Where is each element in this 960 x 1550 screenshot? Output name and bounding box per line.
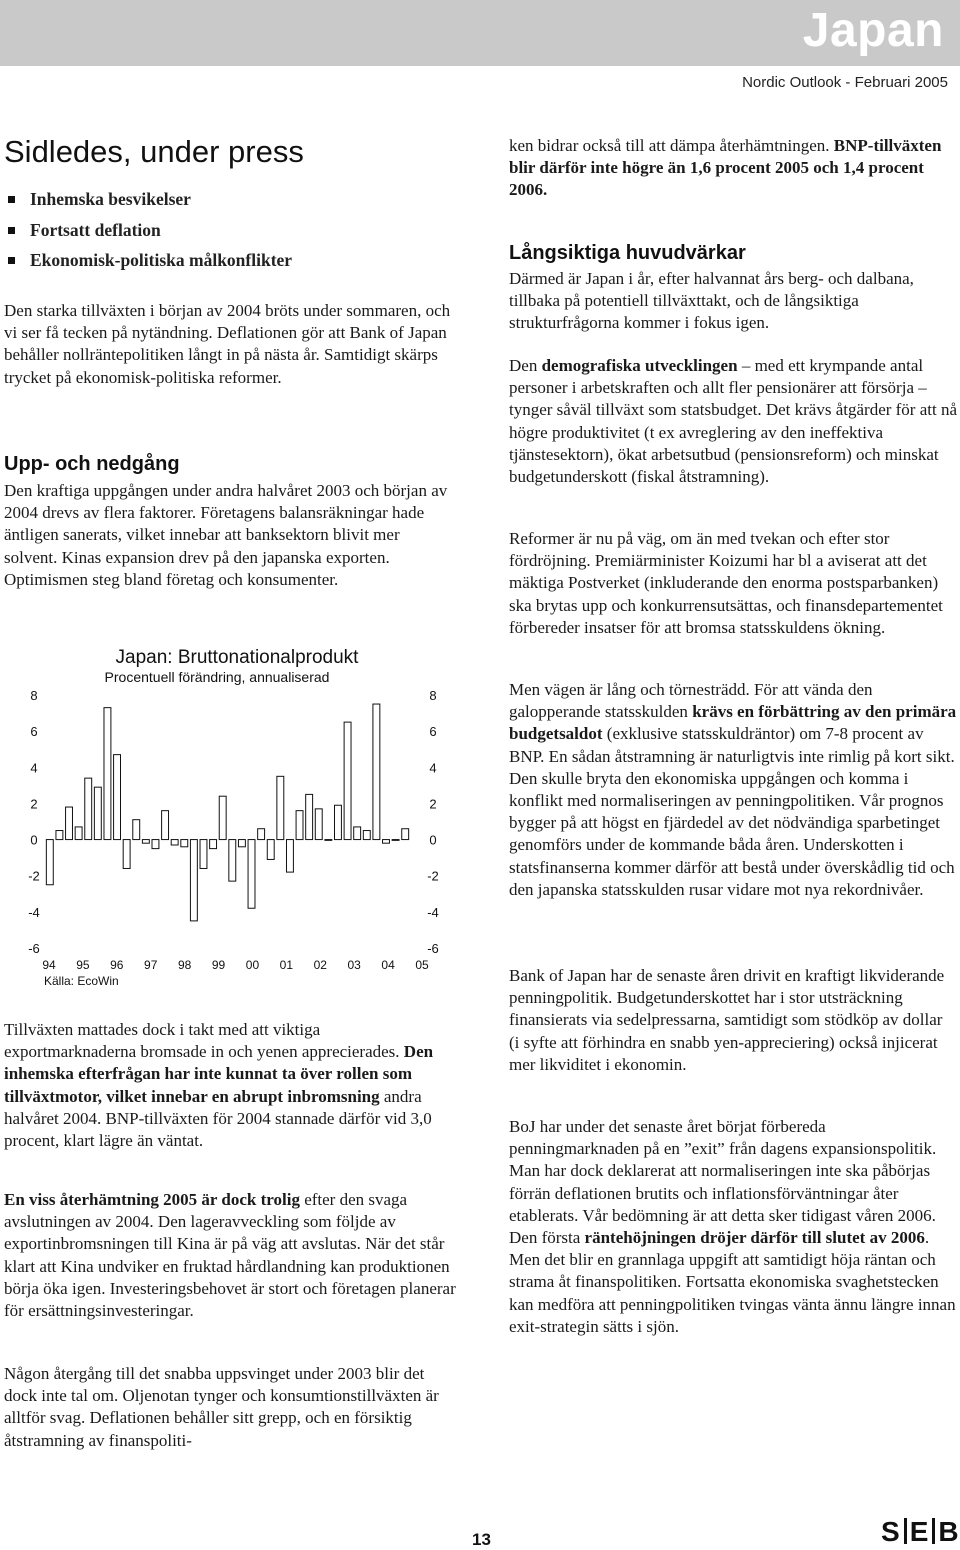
x-tick-label: 94	[42, 958, 56, 972]
header-banner	[0, 0, 960, 66]
bullet-item: Inhemska besvikelser	[4, 184, 292, 215]
emphasis: Den inhemska efterfrågan har inte kunnat ta över rollen som tillväxtmotor, vilket innebar en abrupt inbromsning	[4, 1042, 434, 1106]
text-run: – med ett krympande antal personer i arbetskraften och allt fler pensionärer att försörja – tynger såväl tillväxt som statsbudget. Det krävs åtgärder för att nå högre produktivitet (t ex avreglering av den ineffektiva tjänstesektorn), ökat arbetsutbud (pensionsreform) och minskat budgetunderskott (fiskal åtstramning).	[509, 356, 958, 487]
x-tick-label: 00	[245, 958, 260, 972]
chart-subtitle: Procentuell förändring, annualiserad	[104, 669, 330, 685]
gdp-bar	[267, 840, 274, 860]
body-paragraph	[4, 1019, 456, 1152]
text-run: ken bidrar också till att dämpa återhämtningen.	[509, 136, 830, 155]
intro-paragraph: Den starka tillväxten i början av 2004 bröts under sommaren, och vi ser få tecken på nytändning. Deflationen gör att Bank of Japan behåller nollräntepolitiken långt in på nästa år. Samtidigt skärps trycket på ekonomisk-politiska reformer.	[4, 301, 451, 387]
bullet-item: Ekonomisk-politiska målkonflikter	[4, 245, 292, 276]
body-paragraph: Den kraftiga uppgången under andra halvåret 2003 och början av 2004 drevs av flera faktorer. Företagens balansräkningar hade äntligen sanerats, vilket innebar att banksektorn blivit mer solvent. Kinas expansion drev på den japanska exporten. Optimismen steg bland företag och konsumenter.	[4, 481, 448, 589]
y-tick-label: 6	[429, 724, 437, 740]
gdp-bar	[229, 840, 236, 882]
y-tick-label: 2	[30, 796, 38, 812]
gdp-bar	[142, 840, 149, 844]
section-heading: Upp- och nedgång	[4, 453, 180, 475]
body-paragraph	[509, 679, 957, 901]
gdp-bar	[46, 840, 53, 885]
gdp-bar	[402, 829, 409, 840]
bar-series	[46, 704, 408, 921]
gdp-bar	[171, 840, 178, 845]
x-tick-label: 04	[381, 958, 395, 972]
gdp-bar	[56, 831, 63, 840]
page-number: 13	[472, 1530, 491, 1549]
gdp-bar-chart	[20, 640, 450, 1000]
text-run: (exklusive statsskuldräntor) om 7-8 procent av BNP. En sådan åtstramning är naturligtvis inte rimlig på kort sikt. Den skulle bryta den ekonomiska uppgången och komma i konflikt med normaliseringen av penningpolitiken. Vår prognos bygger på att högst en fjärdedel av det nödvändiga sparbetinget genomförs under de kommande båda åren. Underskotten i statsfinanserna kommer därför att bestå under överskådlig tid och den japanska statsskulden rusar vidare mot nya rekordnivåer.	[509, 724, 955, 899]
chart-source: Källa: EcoWin	[44, 974, 119, 988]
x-tick-label: 97	[144, 958, 158, 972]
gdp-bar	[315, 809, 322, 840]
x-tick-label: 98	[177, 958, 192, 972]
gdp-bar	[66, 807, 73, 840]
x-tick-label: 03	[347, 958, 361, 972]
text-run: andra halvåret 2004. BNP-tillväxten för 2004 stannade därför vid 3,0 procent, klart lägre än väntat.	[4, 1086, 432, 1151]
emphasis: En viss återhämtning 2005 är dock trolig	[4, 1190, 300, 1209]
chart-title: Japan: Bruttonationalprodukt	[115, 647, 359, 668]
y-tick-label: 2	[429, 796, 437, 812]
gdp-bar	[181, 840, 188, 847]
text-run: . Men det blir en grannlaga uppgift att samtidigt höja räntan och strama åt finanspolitiken. Fortsatta ekonomiska svaghetstecken kan medföra att penningpolitiken tvingas vänta ännu längre innan exit-strategin sätts i sjön.	[509, 1228, 956, 1336]
x-axis	[42, 958, 429, 972]
gdp-bar	[248, 840, 255, 909]
x-tick-label: 95	[76, 958, 90, 972]
y-tick-label: -4	[28, 904, 40, 920]
y-tick-label: -2	[427, 868, 439, 884]
emphasis: räntehöjningen dröjer därför till slutet av 2006	[584, 1228, 925, 1248]
y-axis-right	[427, 688, 439, 956]
x-tick-label: 99	[211, 958, 226, 972]
y-tick-label: 0	[429, 832, 437, 848]
gdp-bar	[238, 840, 245, 847]
y-tick-label: -4	[427, 904, 439, 920]
x-tick-label: 01	[279, 958, 294, 972]
y-tick-label: 4	[30, 760, 38, 776]
y-tick-label: -2	[28, 868, 40, 884]
gdp-bar	[325, 840, 332, 841]
gdp-bar	[373, 704, 380, 840]
gdp-bar	[344, 722, 351, 839]
gdp-bar	[219, 796, 226, 839]
body-paragraph: Bank of Japan har de senaste åren drivit en kraftigt likviderande penningpolitik. Budgetunderskottet har i stor utsträckning finansierats via sedelpressarna, samtidigt som stödköp av dollar (i syfte att förhindra en snabb yen-appreciering) också injicerat mer likviditet i ekonomin.	[509, 966, 945, 1074]
gdp-bar	[85, 778, 92, 839]
article-title: Sidledes, under press	[4, 134, 304, 169]
x-tick-label: 02	[313, 958, 327, 972]
emphasis: demografiska utvecklingen	[541, 356, 738, 375]
y-tick-label: -6	[28, 941, 40, 956]
text-run: efter den svaga avslutningen av 2004. Den lageravveckling som följde av exportinbromsningen till Kina är på väg att avslutas. När det står klart att Kina undviker en fruktad hårdlandning kan produktionen börja öka igen. Investeringsbehovet är stort och företagen planerar för ersättningsinvesteringar.	[4, 1190, 456, 1321]
gdp-bar	[258, 829, 265, 840]
body-paragraph: Reformer är nu på väg, om än med tvekan och efter stor fördröjning. Premiärminister Koizumi har bl a aviserat att det mäktiga Postverket (inkluderande den enorma postsparbanken) ska brytas upp och konkurrensutsättas, och finansdepartementet förbereder insatser för att bromsa statsskuldens ökning.	[509, 529, 943, 637]
gdp-bar	[392, 840, 399, 841]
body-paragraph	[4, 1189, 456, 1322]
gdp-bar	[123, 840, 130, 869]
y-axis-left	[28, 688, 40, 956]
text-run: BoJ har under det senaste året börjat förbereda penningmarknaden på en ”exit” från dagens expansionspolitik. Man har dock deklarerat att normaliseringen inte ska påbörjas förrän deflationen brutits och inflationsförväntningar åter etablerats. Vår bedömning är att detta sker tidigast våren 2006. Den första	[509, 1117, 937, 1248]
body-paragraph	[509, 1116, 957, 1338]
y-tick-label: 6	[30, 724, 38, 740]
x-tick-label: 05	[415, 958, 429, 972]
gdp-bar	[190, 840, 197, 921]
section-heading: Långsiktiga huvudvärkar	[509, 242, 746, 264]
y-tick-label: 4	[429, 760, 437, 776]
text-run: Tillväxten mattades dock i takt med att viktiga exportmarknaderna bromsade in och yenen apprecierades.	[4, 1020, 400, 1062]
gdp-bar	[383, 840, 390, 844]
gdp-bar	[200, 840, 207, 869]
body-paragraph	[509, 355, 957, 488]
bullet-item: Fortsatt deflation	[4, 215, 292, 246]
gdp-bar	[286, 840, 293, 873]
y-tick-label: -6	[427, 941, 439, 956]
emphasis: krävs en förbättring av den primära budgetsaldot	[509, 702, 957, 744]
gdp-bar	[133, 820, 140, 840]
gdp-bar	[152, 840, 159, 849]
gdp-bar	[104, 708, 111, 840]
body-paragraph: Någon återgång till det snabba uppsvinget under 2003 blir det dock inte tal om. Oljenotan tynger och konsumtionstillväxten är alltför svag. Deflationen behåller sitt grepp, och en försiktig åtstramning av finanspoliti-	[4, 1364, 439, 1450]
y-tick-label: 8	[429, 688, 437, 703]
gdp-bar	[277, 776, 284, 839]
publication-name: Nordic Outlook - Februari 2005	[742, 74, 948, 91]
seb-logo: S E B	[881, 1516, 960, 1547]
gdp-bar	[335, 805, 342, 839]
gdp-bar	[306, 794, 313, 839]
gdp-bar	[296, 811, 303, 840]
section-title: Japan	[802, 4, 944, 57]
text-run: Den	[509, 356, 538, 375]
key-points	[4, 184, 292, 276]
body-paragraph	[509, 135, 957, 202]
gdp-bar	[363, 831, 370, 840]
y-tick-label: 0	[30, 832, 38, 848]
gdp-bar	[75, 827, 82, 840]
emphasis: BNP-tillväxten blir därför inte högre än 1,6 procent 2005 och 1,4 procent 2006.	[509, 136, 942, 200]
gdp-bar	[114, 755, 121, 840]
gdp-bar	[94, 787, 101, 839]
gdp-bar	[210, 840, 217, 849]
body-paragraph: Därmed är Japan i år, efter halvannat års berg- och dalbana, tillbaka på potentiell tillväxttakt, och de långsiktiga strukturfrågorna kommer i fokus igen.	[509, 269, 914, 333]
gdp-bar	[354, 827, 361, 840]
x-tick-label: 96	[110, 958, 124, 972]
gdp-bar	[162, 811, 169, 840]
text-run: Men vägen är lång och törnesträdd. För att vända den galopperande statsskulden	[509, 680, 873, 722]
y-tick-label: 8	[30, 688, 38, 703]
